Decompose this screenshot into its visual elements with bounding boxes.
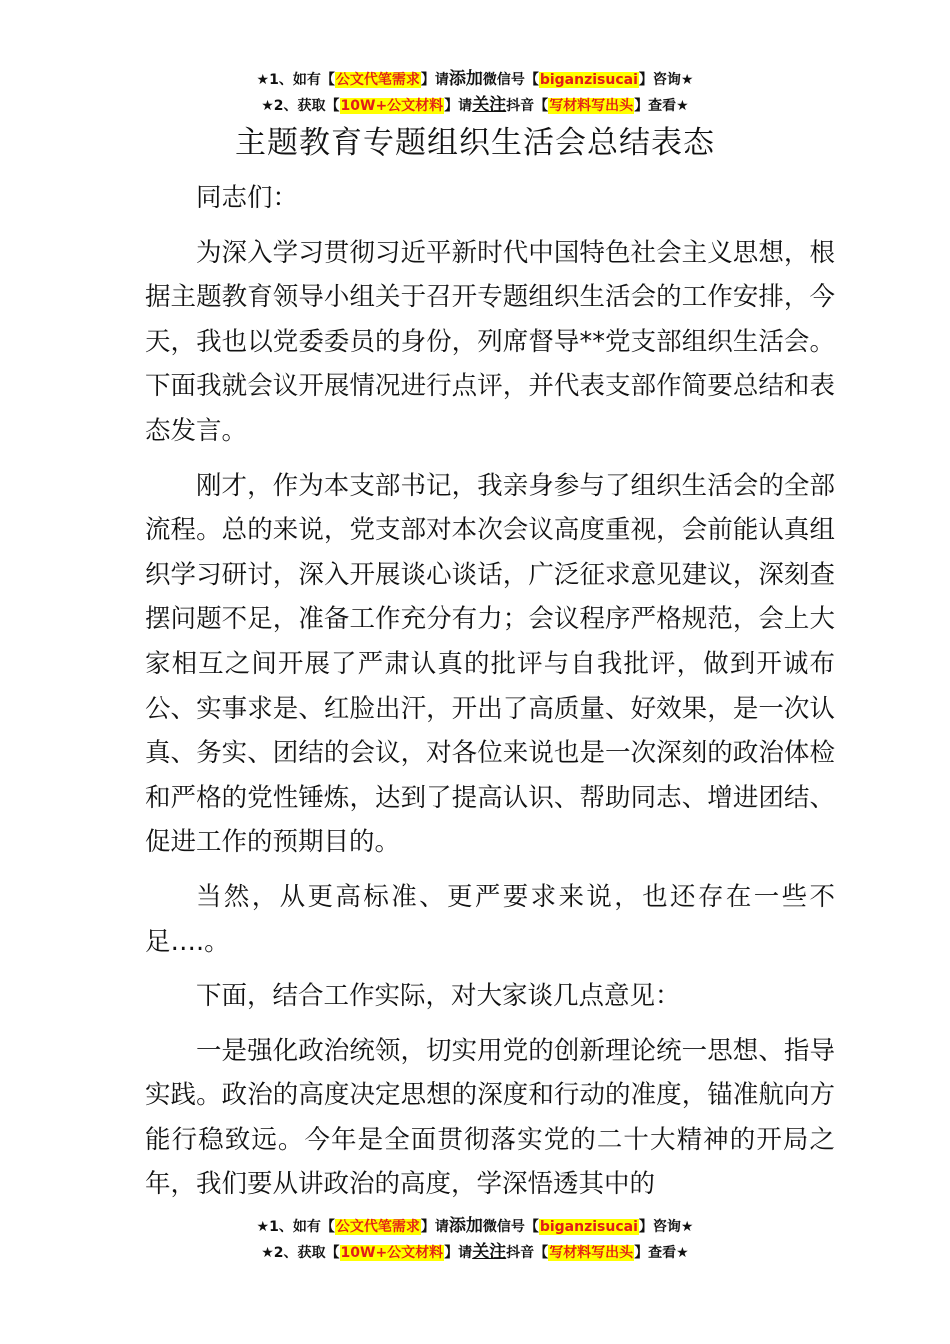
promo-text: 微信号【 [482, 1219, 539, 1235]
promo-highlight-wechat-id: biganzisucai [539, 72, 638, 88]
header-promo-line-2 [0, 92, 950, 118]
body-paragraph: 当然，从更高标准、更严要求来说，也还存在一些不足….。 [145, 881, 835, 957]
promo-text: 】请 [420, 1219, 449, 1235]
body-paragraph: 为深入学习贯彻习近平新时代中国特色社会主义思想，根据主题教育领导小组关于召开专题组织生活会的工作安排，今天，我也以党委委员的身份，列席督导**党支部组织生活会。下面我就会议开展情况进行点评，并代表支部作简要总结和表态发言。 [145, 237, 835, 446]
promo-highlight: 公文代笔需求 [335, 72, 420, 88]
footer-promo-banner [0, 1213, 950, 1265]
document-body [145, 176, 835, 1217]
header-promo-banner [0, 66, 950, 118]
promo-text: 抖音【 [506, 1245, 549, 1261]
body-paragraph: 一是强化政治统领，切实用党的创新理论统一思想、指导实践。政治的高度决定思想的深度和行动的准度，锚准航向方能行稳致远。今年是全面贯彻落实党的二十大精神的开局之年，我们要从讲政治的高度，学深悟透其中的 [145, 1035, 835, 1200]
promo-highlight: 10W+公文材料 [340, 98, 444, 114]
header-promo-line-1 [0, 66, 950, 92]
promo-emphasis: 关注 [472, 1242, 507, 1262]
promo-text: 抖音【 [506, 98, 549, 114]
promo-text: ★1、如有【 [256, 72, 335, 88]
salutation-paragraph: 同志们： [196, 183, 299, 213]
promo-highlight-douyin-account: 写材料写出头 [549, 1245, 634, 1261]
promo-highlight: 10W+公文材料 [340, 1245, 444, 1261]
promo-highlight-douyin-account: 写材料写出头 [549, 98, 634, 114]
promo-emphasis: 关注 [472, 95, 507, 115]
promo-text: 】查看★ [634, 1245, 689, 1261]
promo-text: 】查看★ [634, 98, 689, 114]
body-paragraph: 下面，结合工作实际，对大家谈几点意见： [196, 981, 681, 1012]
promo-text: ★2、获取【 [261, 1245, 340, 1261]
promo-text: 】请 [444, 1245, 473, 1261]
promo-highlight-wechat-id: biganzisucai [539, 1219, 638, 1235]
body-paragraph: 刚才，作为本支部书记，我亲身参与了组织生活会的全部流程。总的来说，党支部对本次会议高度重视，会前能认真组织学习研讨，深入开展谈心谈话，广泛征求意见建议，深刻查摆问题不足，准备工作充分有力；会议程序严格规范，会上大家相互之间开展了严肃认真的批评与自我批评，做到开诚布公、实事求是、红脸出汗，开出了高质量、好效果，是一次认真、务实、团结的会议，对各位来说也是一次深刻的政治体检和严格的党性锤炼，达到了提高认识、帮助同志、增进团结、促进工作的预期目的。 [145, 470, 835, 858]
promo-emphasis: 添加 [448, 1216, 483, 1236]
promo-text: 】请 [420, 72, 449, 88]
promo-highlight: 公文代笔需求 [335, 1219, 420, 1235]
footer-promo-line-1 [0, 1213, 950, 1239]
document-title: 主题教育专题组织生活会总结表态 [235, 125, 715, 161]
promo-text: ★1、如有【 [256, 1219, 335, 1235]
promo-emphasis: 添加 [448, 69, 483, 89]
promo-text: 】咨询★ [638, 1219, 694, 1235]
promo-text: ★2、获取【 [261, 98, 340, 114]
promo-text: 】咨询★ [638, 72, 694, 88]
promo-text: 】请 [444, 98, 473, 114]
promo-text: 微信号【 [482, 72, 539, 88]
footer-promo-line-2 [0, 1239, 950, 1265]
